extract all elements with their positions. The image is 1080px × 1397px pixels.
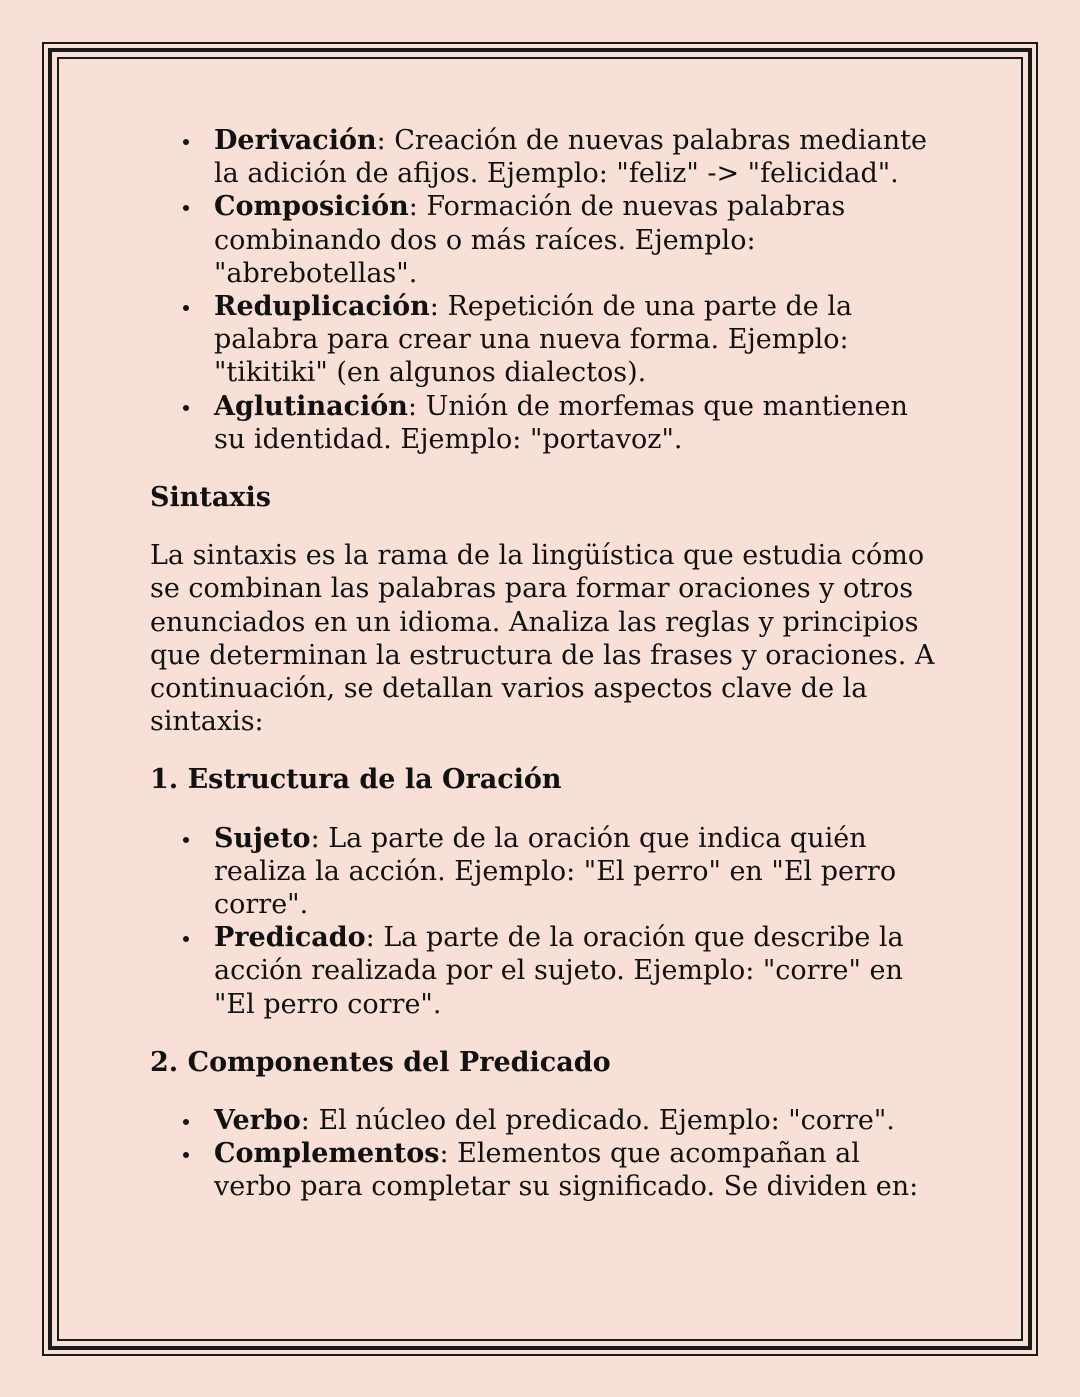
list-item-derivacion xyxy=(150,124,940,190)
term-label: Sujeto xyxy=(214,822,311,854)
section-heading-componentes: 2. Componentes del Predicado xyxy=(150,1046,611,1078)
list-item-aglutinacion xyxy=(150,390,940,456)
definition-text: : La parte de la oración que describe la acción realizada por el sujeto. Ejemplo: "corre" en "El perro corre". xyxy=(214,922,904,1020)
list-item-composicion xyxy=(150,190,940,290)
list-item-reduplicacion xyxy=(150,290,940,390)
term-label: Aglutinación xyxy=(214,390,408,422)
definition-text: : El núcleo del predicado. Ejemplo: "corre". xyxy=(300,1105,895,1137)
section-heading-estructura: 1. Estructura de la Oración xyxy=(150,764,562,796)
term-label: Verbo xyxy=(214,1105,301,1137)
definition-text: : Formación de nuevas palabras combinando dos o más raíces. Ejemplo: "abrebotellas". xyxy=(214,191,846,289)
componentes-list xyxy=(150,1104,940,1204)
list-item-sujeto xyxy=(150,822,940,922)
term-label: Complementos xyxy=(214,1138,440,1170)
document-content xyxy=(150,124,940,1204)
term-label: Derivación xyxy=(214,125,377,156)
list-item-verbo xyxy=(150,1104,940,1137)
sintaxis-paragraph: La sintaxis es la rama de la lingüística que estudia cómo se combinan las palabras para formar oraciones y otros enunciados en un idioma. Analiza las reglas y principios que determinan la estructura de las frases y oraciones. A continuación, se detallan varios aspectos clave de la sintaxis: xyxy=(150,540,935,738)
list-item-predicado xyxy=(150,921,940,1021)
term-label: Composición xyxy=(214,191,409,223)
term-label: Reduplicación xyxy=(214,291,430,323)
definition-text: : Repetición de una parte de la palabra para crear una nueva forma. Ejemplo: "tikitiki" (en algunos dialectos). xyxy=(214,291,853,389)
estructura-list xyxy=(150,822,940,1021)
list-item-complementos xyxy=(150,1137,940,1203)
word-formation-list xyxy=(150,124,940,456)
term-label: Predicado xyxy=(214,922,366,954)
definition-text: : Elementos que acompañan al verbo para completar su significado. Se dividen en: xyxy=(214,1138,919,1203)
definition-text: : La parte de la oración que indica quién realiza la acción. Ejemplo: "El perro" en "El perro corre". xyxy=(214,822,897,921)
section-heading-sintaxis: Sintaxis xyxy=(150,482,271,514)
definition-text: : Creación de nuevas palabras mediante la adición de afijos. Ejemplo: "feliz" -> "felicidad". xyxy=(214,125,927,190)
definition-text: : Unión de morfemas que mantienen su identidad. Ejemplo: "portavoz". xyxy=(214,390,908,455)
